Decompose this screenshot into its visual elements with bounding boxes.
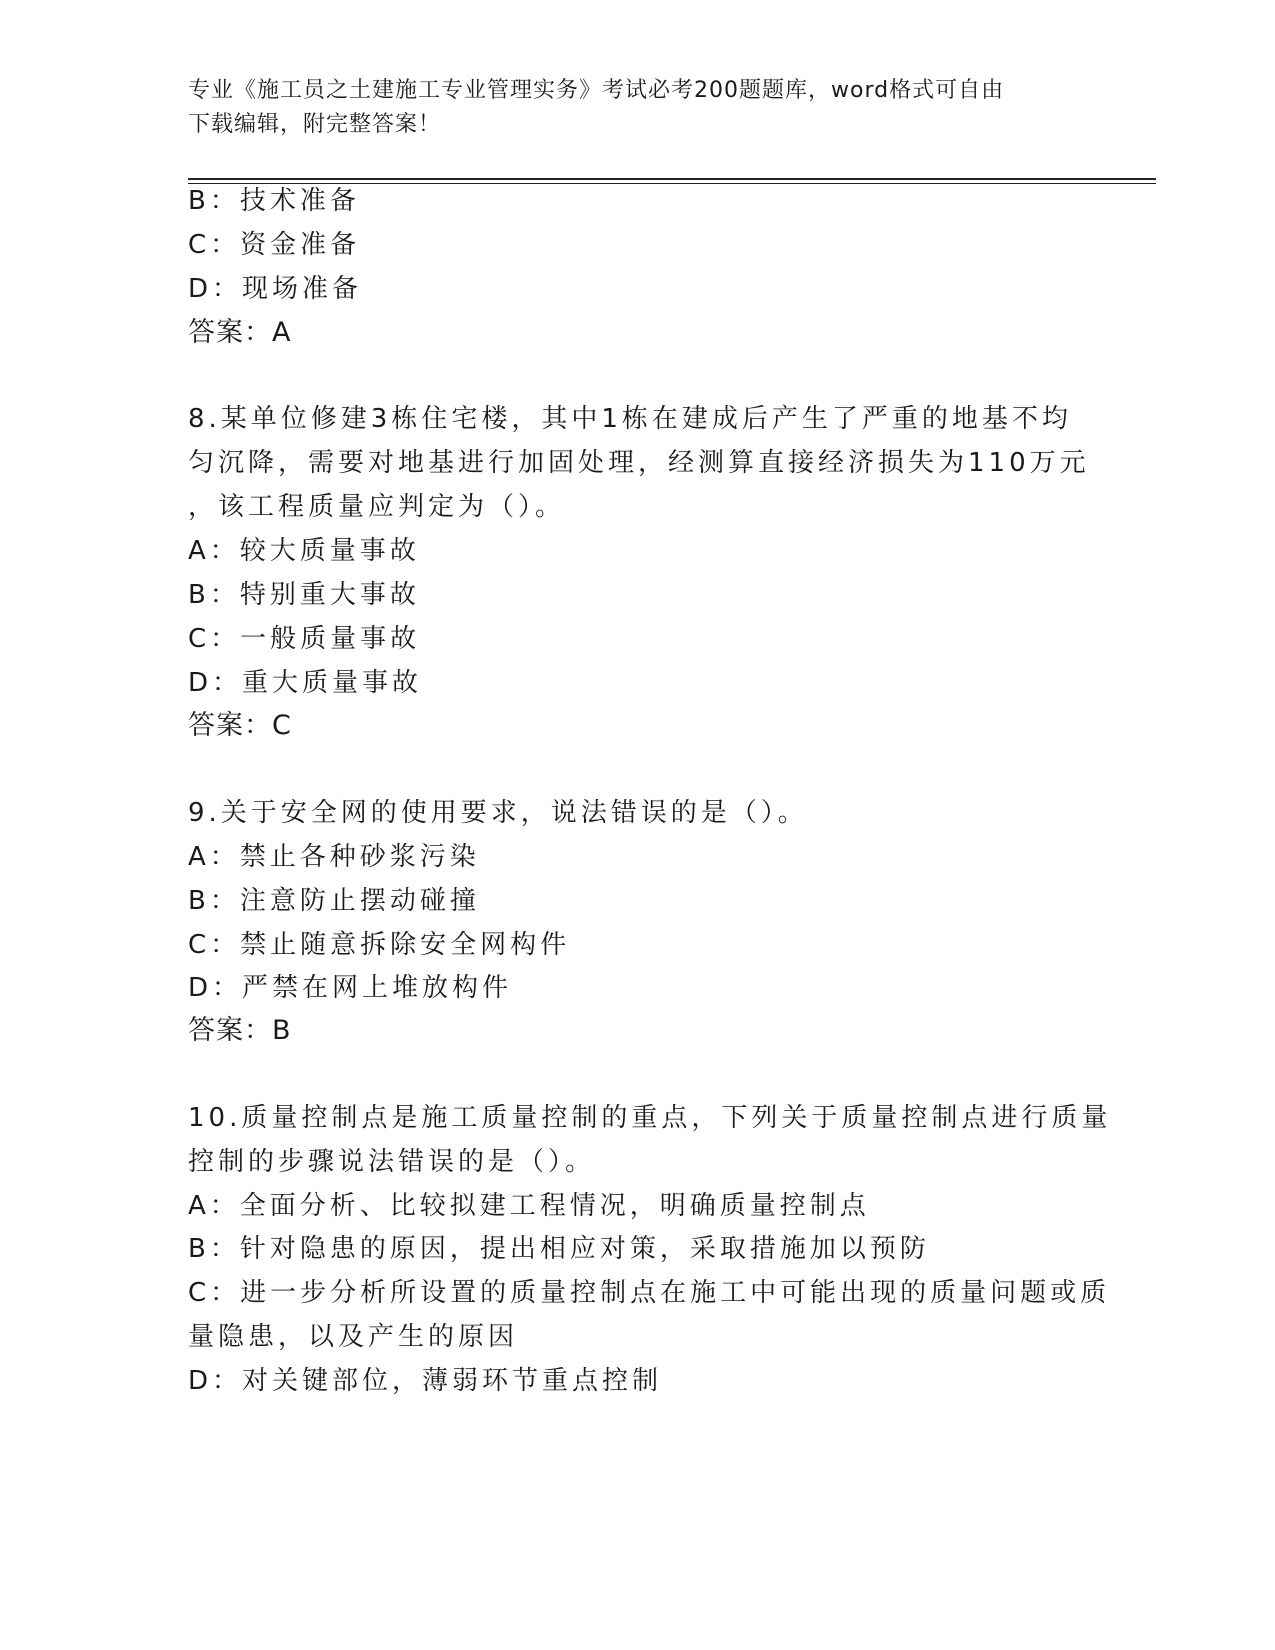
q8-stem-line-2: 匀沉降，需要对地基进行加固处理，经测算直接经济损失为110万元 [188,448,1090,478]
q9-option-b: B：注意防止摆动碰撞 [188,886,480,916]
q8-answer: 答案：C [188,710,292,741]
q9-option-a: A：禁止各种砂浆污染 [188,842,480,872]
document-header [188,74,1088,142]
q7-option-c: C：资金准备 [188,230,361,260]
q10-option-c-line-2: 量隐患，以及产生的原因 [188,1322,519,1352]
header-line-2: 下载编辑，附完整答案！ [188,112,442,137]
q7-answer: 答案：A [188,317,292,348]
q10-option-c-line-1: C：进一步分析所设置的质量控制点在施工中可能出现的质量问题或质 [188,1278,1111,1308]
q10-option-b: B：针对隐患的原因，提出相应对策，采取措施加以预防 [188,1234,930,1264]
q8-stem-line-1: 8.某单位修建3栋住宅楼，其中1栋在建成后产生了严重的地基不均 [188,404,1072,434]
q8-stem-line-3: ，该工程质量应判定为（）。 [188,492,566,522]
q10-option-a: A：全面分析、比较拟建工程情况，明确质量控制点 [188,1191,870,1221]
header-line-1: 专业《施工员之土建施工专业管理实务》考试必考200题题库，word格式可自由 [188,78,1005,103]
q10-stem-line-2: 控制的步骤说法错误的是（）。 [188,1147,596,1177]
q10-option-d: D：对关键部位，薄弱环节重点控制 [188,1366,663,1396]
q9-option-c: C：禁止随意拆除安全网构件 [188,930,571,960]
q9-stem-line-1: 9.关于安全网的使用要求，说法错误的是（）。 [188,798,808,828]
q8-option-c: C：一般质量事故 [188,624,421,654]
q8-option-a: A：较大质量事故 [188,536,420,566]
header-divider-thick [188,178,1156,180]
q10-stem-line-1: 10.质量控制点是施工质量控制的重点，下列关于质量控制点进行质量 [188,1103,1112,1133]
q7-option-d: D：现场准备 [188,274,363,304]
q7-option-b: B：技术准备 [188,186,360,216]
q8-option-b: B：特别重大事故 [188,580,420,610]
q9-answer: 答案：B [188,1015,292,1046]
q8-option-d: D：重大质量事故 [188,668,423,698]
q9-option-d: D：严禁在网上堆放构件 [188,973,513,1003]
